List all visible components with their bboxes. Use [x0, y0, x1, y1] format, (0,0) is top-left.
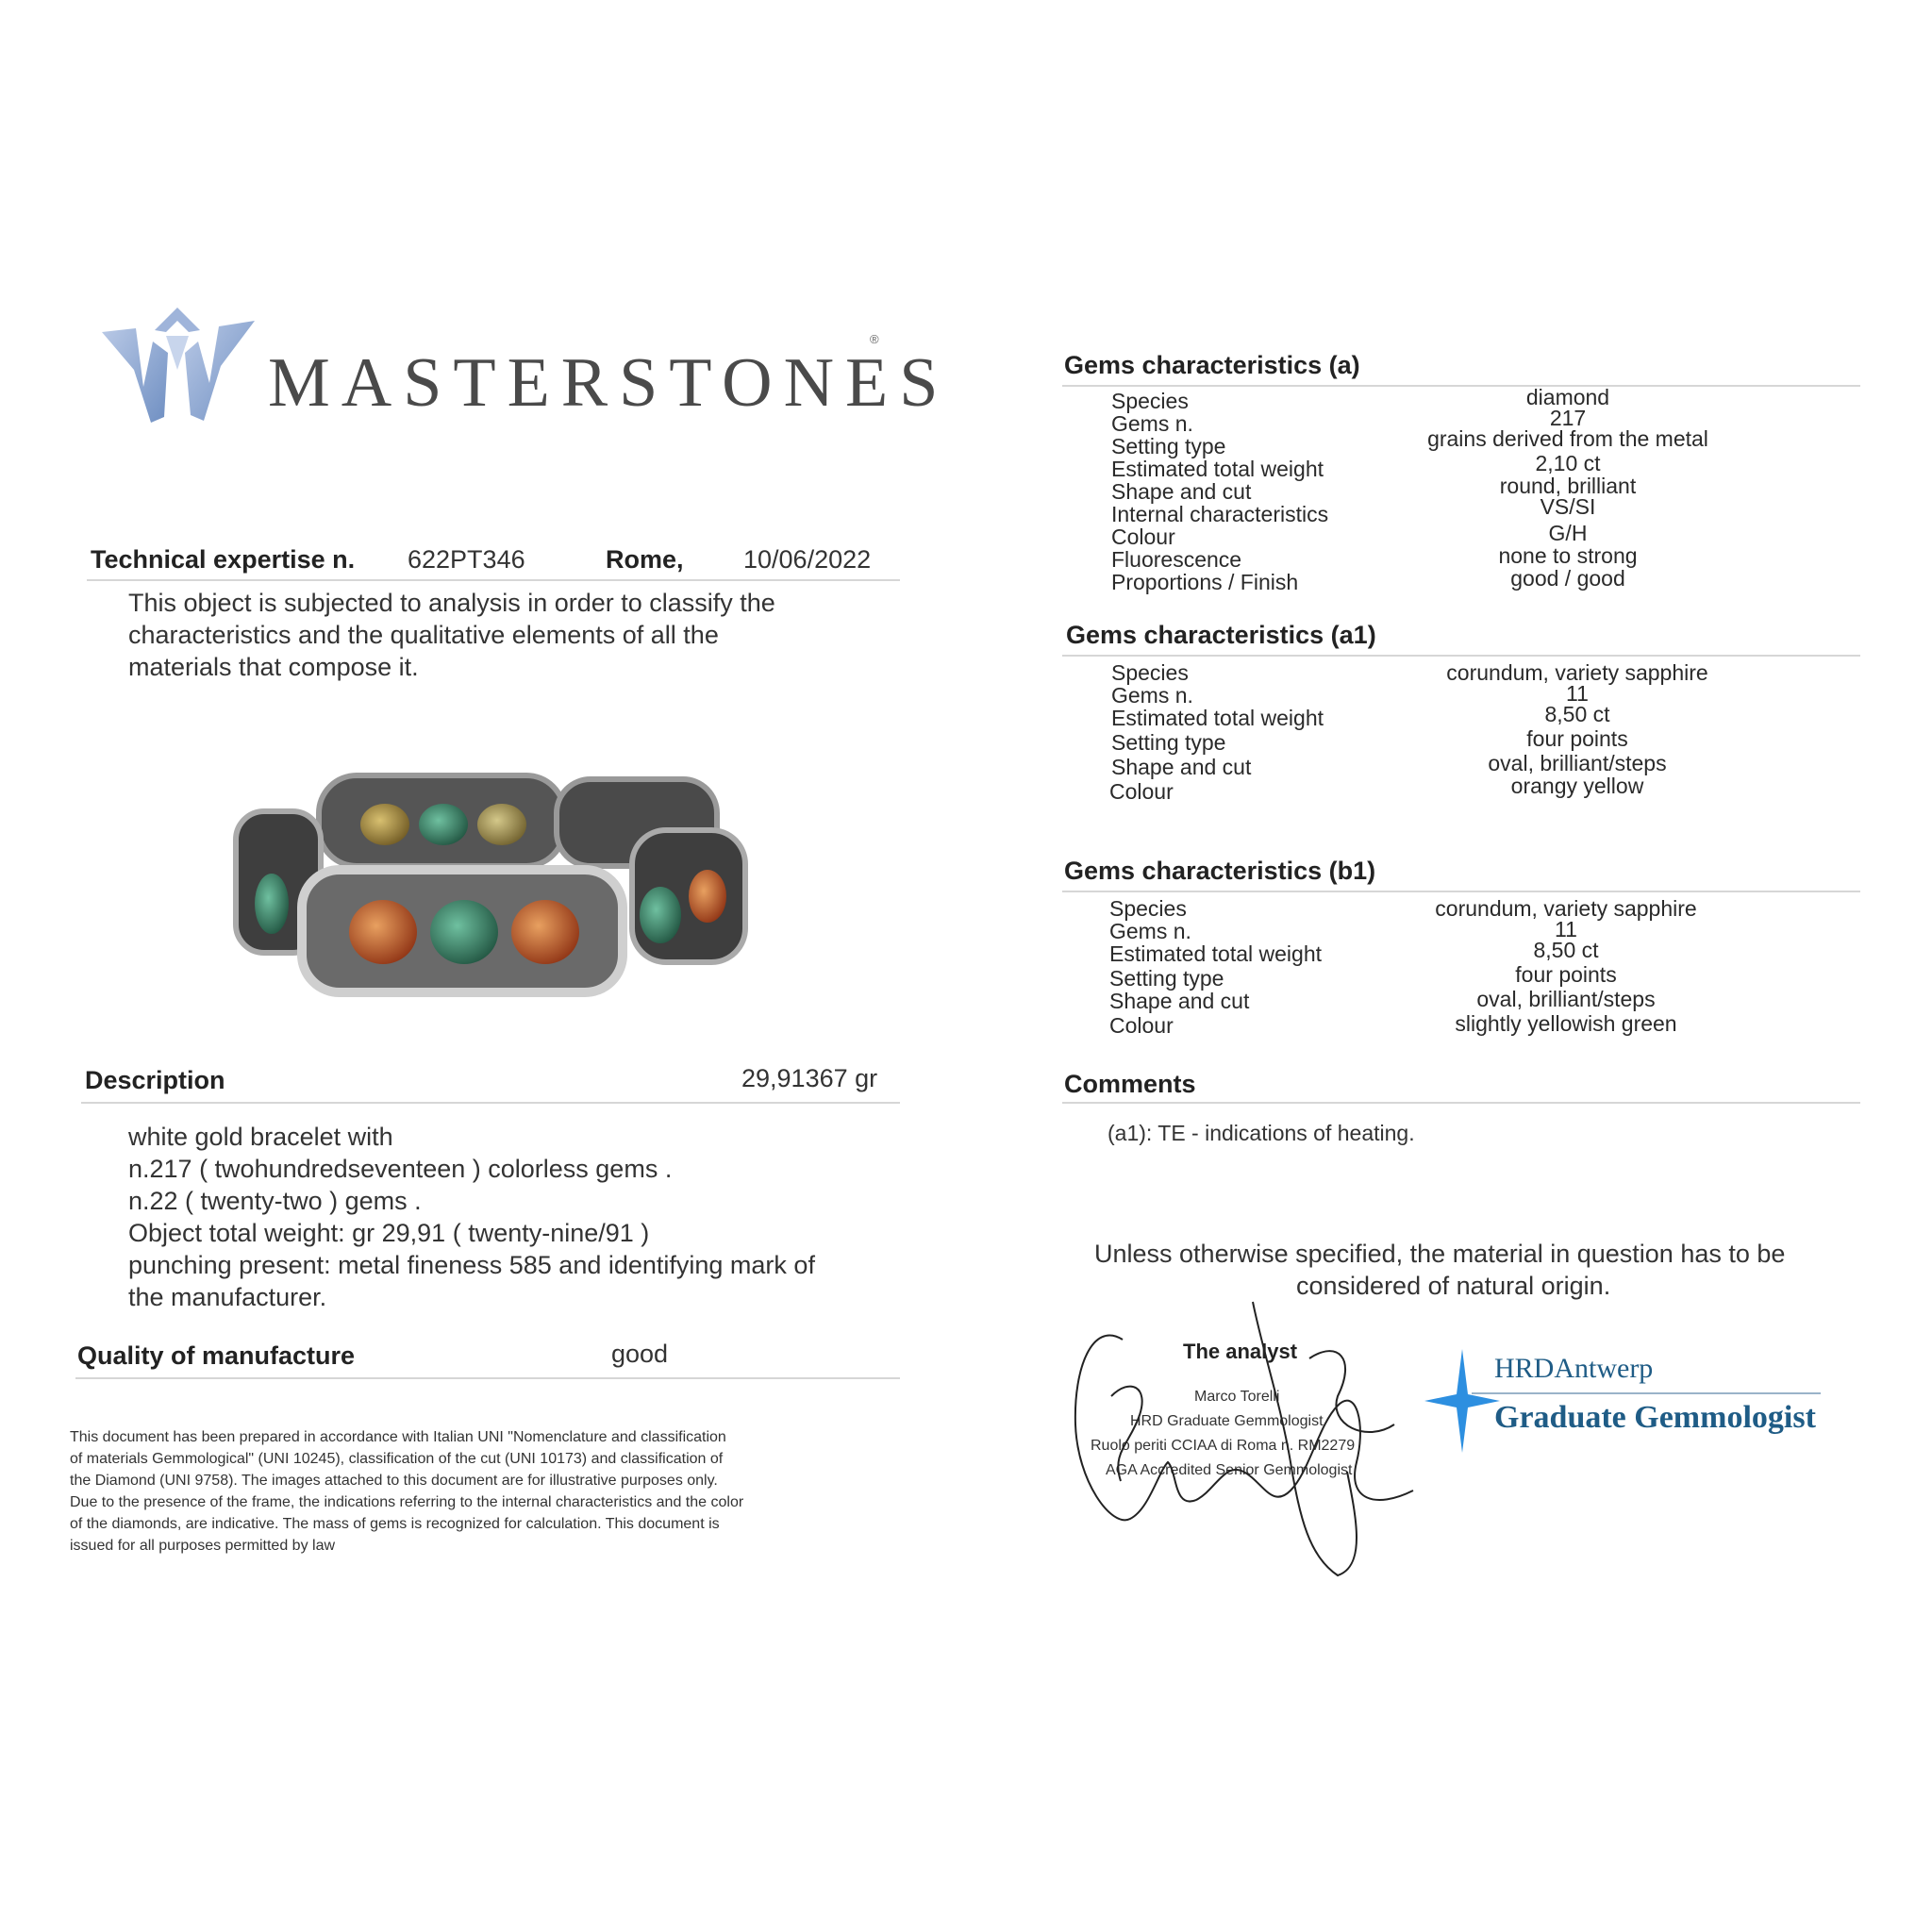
gems-a1-value: 8,50 ct — [1544, 702, 1610, 726]
analyst-name: Marco Torelli — [1194, 1389, 1280, 1405]
gems-b1-label: Gems n. — [1109, 919, 1191, 943]
gems-a1-label: Species — [1111, 660, 1189, 685]
gems-b1-label: Estimated total weight — [1109, 941, 1323, 966]
gems-a-label: Gems n. — [1111, 411, 1193, 436]
description-title: Description — [85, 1066, 225, 1094]
description-line: n.217 ( twohundredseventeen ) colorless gems . — [128, 1155, 673, 1183]
gems-a1-label: Colour — [1109, 779, 1174, 804]
disclaimer-line: the Diamond (UNI 9758). The images attached to this document are for illustrative purposes only. — [70, 1473, 718, 1489]
natural-origin-line: Unless otherwise specified, the material in question has to be — [1094, 1240, 1786, 1268]
registered-mark: ® — [870, 332, 879, 346]
description-line: n.22 ( twenty-two ) gems . — [128, 1187, 422, 1215]
analyst-credential: AGA Accredited Senior Gemmologist — [1106, 1462, 1353, 1478]
analyst-signature — [1055, 1283, 1451, 1585]
gems-a-label: Setting type — [1111, 434, 1226, 458]
gems-a1-value: 11 — [1566, 681, 1589, 706]
quality-divider — [75, 1377, 900, 1379]
comments-text: (a1): TE - indications of heating. — [1108, 1121, 1415, 1145]
description-line: Object total weight: gr 29,91 ( twenty-nine/91 ) — [128, 1219, 650, 1247]
description-divider — [81, 1102, 900, 1104]
gems-b1-label: Species — [1109, 896, 1187, 921]
gems-b1-label: Setting type — [1109, 966, 1224, 991]
gems-b1-value: 8,50 ct — [1533, 938, 1599, 962]
expertise-number: 622PT346 — [408, 545, 525, 574]
comments-divider — [1062, 1102, 1860, 1104]
analyst-credential: Ruolo periti CCIAA di Roma n. RM2279 — [1091, 1438, 1356, 1454]
comments-title: Comments — [1064, 1070, 1196, 1098]
gems-a1-label: Setting type — [1111, 730, 1226, 755]
gems-b1-label: Colour — [1109, 1013, 1174, 1038]
gems-a1-label: Gems n. — [1111, 683, 1193, 708]
analyst-title: The analyst — [1183, 1340, 1298, 1363]
gems-a1-title: Gems characteristics (a1) — [1066, 621, 1376, 649]
disclaimer-line: issued for all purposes permitted by law — [70, 1538, 336, 1554]
certificate-date: 10/06/2022 — [743, 545, 872, 574]
masterstones-logo — [98, 304, 950, 426]
intro-line: characteristics and the qualitative elements of all the — [128, 621, 719, 649]
gems-a1-value: four points — [1526, 726, 1628, 751]
gems-a1-label: Shape and cut — [1111, 755, 1252, 779]
brand-name: MASTERSTONES — [268, 344, 950, 422]
gems-a-value: VS/SI — [1540, 494, 1596, 519]
bracelet-photo — [217, 764, 764, 1028]
masterstones-emblem-icon — [98, 304, 258, 426]
gems-a-value: none to strong — [1498, 543, 1638, 568]
gems-a-value: G/H — [1548, 521, 1588, 545]
expertise-label: Technical expertise n. — [91, 545, 356, 574]
gems-a-label: Internal characteristics — [1111, 502, 1329, 526]
gems-a-label: Fluorescence — [1111, 547, 1242, 572]
description-line: white gold bracelet with — [128, 1123, 393, 1151]
disclaimer-line: of materials Gemmological" (UNI 10245), classification of the cut (UNI 10173) and classification of — [70, 1451, 724, 1467]
disclaimer-line: This document has been prepared in accordance with Italian UNI "Nomenclature and classification — [70, 1429, 726, 1445]
gems-b1-value: oval, brilliant/steps — [1476, 987, 1656, 1011]
quality-value: good — [611, 1340, 669, 1368]
gems-a1-value: orangy yellow — [1510, 774, 1644, 798]
gems-a-label: Proportions / Finish — [1111, 570, 1299, 594]
intro-line: materials that compose it. — [128, 653, 419, 681]
city-label: Rome, — [606, 545, 684, 574]
header-divider — [87, 579, 900, 581]
gems-a-value: 217 — [1549, 406, 1587, 430]
hrd-divider — [1472, 1392, 1821, 1394]
gems-b1-value: corundum, variety sapphire — [1435, 896, 1697, 921]
gems-b1-value: four points — [1515, 962, 1617, 987]
gems-a-label: Colour — [1111, 525, 1175, 549]
analyst-credential: HRD Graduate Gemmologist — [1130, 1413, 1324, 1429]
hrd-graduate-gemmologist: Graduate Gemmologist — [1494, 1400, 1816, 1435]
gems-b1-value: 11 — [1555, 917, 1577, 941]
hrd-star-icon — [1424, 1349, 1500, 1453]
disclaimer-line: of the diamonds, are indicative. The mass of gems is recognized for calculation. This document is — [70, 1516, 720, 1532]
gems-a-label: Species — [1111, 389, 1189, 413]
intro-line: This object is subjected to analysis in order to classify the — [128, 589, 775, 617]
description-line: punching present: metal fineness 585 and identifying mark of — [128, 1251, 815, 1279]
gems-a-value: round, brilliant — [1499, 474, 1637, 498]
gems-a-value: 2,10 ct — [1535, 451, 1601, 475]
gems-b1-title: Gems characteristics (b1) — [1064, 857, 1376, 885]
gems-b1-divider — [1062, 891, 1860, 892]
gems-b1-label: Shape and cut — [1109, 989, 1250, 1013]
gems-a1-value: corundum, variety sapphire — [1446, 660, 1708, 685]
description-line: the manufacturer. — [128, 1283, 327, 1311]
disclaimer — [70, 1426, 900, 1557]
description-weight: 29,91367 gr — [741, 1064, 878, 1092]
gems-a-title: Gems characteristics (a) — [1064, 351, 1360, 379]
gems-a1-value: oval, brilliant/steps — [1488, 751, 1667, 775]
disclaimer-line: Due to the presence of the frame, the indications referring to the internal characteristics and the color — [70, 1494, 744, 1510]
natural-origin-line: considered of natural origin. — [1296, 1272, 1611, 1300]
hrd-antwerp-logo — [1424, 1349, 1830, 1453]
gems-a-value: diamond — [1525, 385, 1610, 409]
gems-b1-value: slightly yellowish green — [1455, 1011, 1677, 1036]
gems-a-value: grains derived from the metal — [1427, 426, 1708, 451]
gems-a-value: good / good — [1510, 566, 1625, 591]
gems-a1-label: Estimated total weight — [1111, 706, 1324, 730]
gems-a-label: Estimated total weight — [1111, 457, 1324, 481]
quality-label: Quality of manufacture — [77, 1341, 356, 1370]
gems-a1-divider — [1062, 655, 1860, 657]
gems-a-label: Shape and cut — [1111, 479, 1252, 504]
hrd-antwerp-name: HRDAntwerp — [1494, 1353, 1654, 1384]
